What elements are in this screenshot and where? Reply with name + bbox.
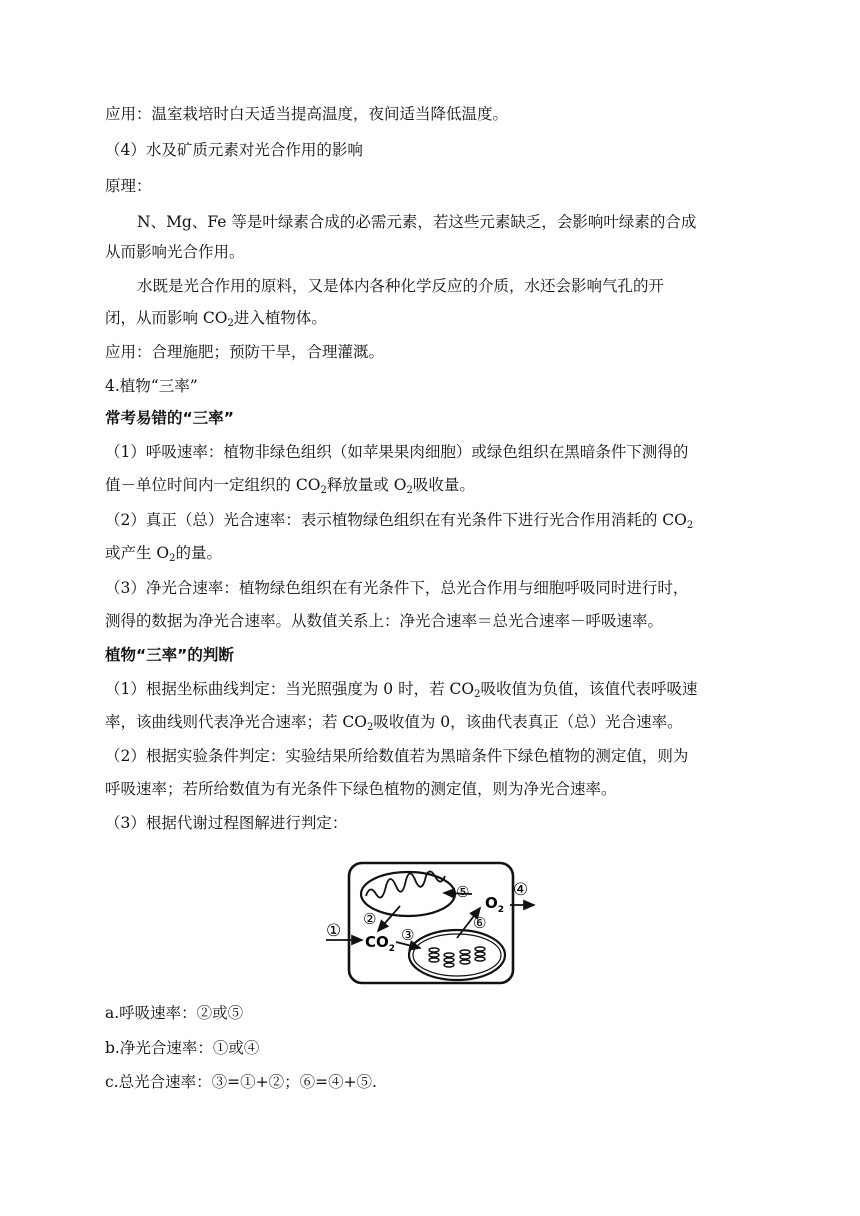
answer-gross: c.总光合速率：③=①+②；⑥=④+⑤. <box>105 1073 377 1091</box>
label-6: ⑥ <box>473 914 487 932</box>
label-5: ⑤ <box>456 883 470 901</box>
label-1: ① <box>326 921 342 941</box>
paragraph-elements: N、Mg、Fe 等是叶绿素合成的必需元素，若这些元素缺乏，会影响叶绿素的合成 <box>137 213 697 231</box>
answer-net: b.净光合速率：①或④ <box>105 1039 260 1057</box>
paragraph-gross-photosynthesis-cont: 或产生 $O_2$的量。 <box>105 544 223 564</box>
label-co2: $CO_2$ <box>365 933 396 954</box>
section-heading-three-rates: 4.植物“三率” <box>105 377 198 395</box>
subheading-common-errors: 常考易错的“三率” <box>105 409 234 427</box>
paragraph-experiment-judgement-cont: 呼吸速率；若所给数值为有光条件下绿色植物的测定值，则为净光合速率。 <box>105 780 617 798</box>
paragraph-net-photosynthesis: （3）净光合速率：植物绿色组织在有光条件下，总光合作用与细胞呼吸同时进行时， <box>105 579 689 597</box>
section-heading-water-minerals: （4）水及矿质元素对光合作用的影响 <box>105 141 363 159</box>
paragraph-respiration-rate-cont: 值－单位时间内一定组织的 $CO_2$释放量或 $O_2$吸收量。 <box>105 476 475 496</box>
paragraph-metabolism-judgement: （3）根据代谢过程图解进行判定： <box>105 814 348 832</box>
arrow-2 <box>378 906 400 931</box>
paragraph-experiment-judgement: （2）根据实验条件判定：实验结果所给数值若为黑暗条件下绿色植物的测定值，则为 <box>105 747 689 765</box>
label-o2: $O_2$ <box>485 894 505 915</box>
subheading-judgement: 植物“三率”的判断 <box>105 646 234 664</box>
paragraph-elements-cont: 从而影响光合作用。 <box>105 243 245 261</box>
paragraph-curve-judgement-cont: 率，该曲线则代表净光合速率；若 $CO_2$吸收值为 0，该曲代表真正（总）光合速率。 <box>105 713 683 733</box>
paragraph-net-photosynthesis-cont: 测得的数据为净光合速率。从数值关系上：净光合速率＝总光合速率－呼吸速率。 <box>105 612 664 630</box>
label-4: ④ <box>513 880 529 900</box>
paragraph-gross-photosynthesis: （2）真正（总）光合速率：表示植物绿色组织在有光条件下进行光合作用消耗的 $CO_2$ <box>105 511 694 531</box>
answer-respiration: a.呼吸速率：②或⑤ <box>105 1004 244 1022</box>
label-principle: 原理： <box>105 177 152 195</box>
paragraph-respiration-rate: （1）呼吸速率：植物非绿色组织（如苹果果肉细胞）或绿色组织在黑暗条件下测得的 <box>105 443 689 461</box>
paragraph-application-fertilize: 应用：合理施肥；预防干旱，合理灌溉。 <box>105 343 385 361</box>
paragraph-water: 水既是光合作用的原料，又是体内各种化学反应的介质，水还会影响气孔的开 <box>137 277 665 295</box>
label-3: ③ <box>401 926 415 944</box>
paragraph-water-cont: 闭，从而影响 $CO_2$进入植物体。 <box>105 309 327 329</box>
paragraph-curve-judgement: （1）根据坐标曲线判定：当光照强度为 0 时，若 $CO_2$吸收值为负值，该值代表呼吸速 <box>105 680 698 700</box>
label-2: ② <box>363 910 377 928</box>
paragraph-application-temperature: 应用：温室栽培时白天适当提高温度，夜间适当降低温度。 <box>105 105 509 123</box>
cell-metabolism-diagram <box>322 856 546 992</box>
